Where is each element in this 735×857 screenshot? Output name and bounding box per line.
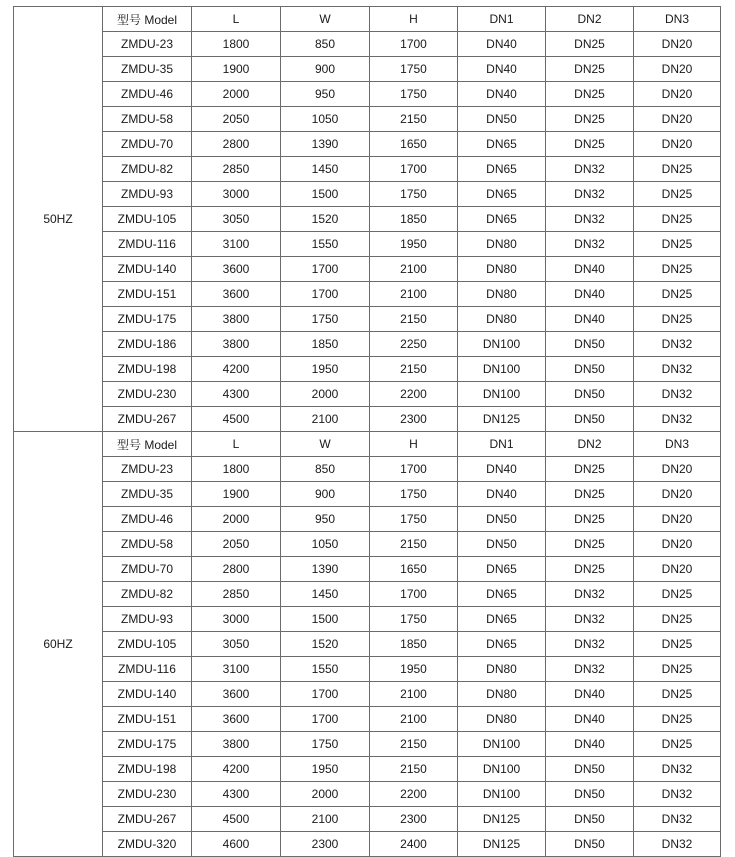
model-cell: ZMDU-116: [103, 232, 192, 257]
value-cell: 1700: [281, 682, 370, 707]
value-cell: 2000: [192, 82, 281, 107]
value-cell: DN25: [634, 207, 721, 232]
value-cell: 1700: [370, 582, 458, 607]
value-cell: 3000: [192, 182, 281, 207]
table-row: [14, 682, 721, 707]
value-cell: DN50: [546, 382, 634, 407]
value-cell: 3100: [192, 657, 281, 682]
value-cell: 4300: [192, 382, 281, 407]
value-cell: 900: [281, 57, 370, 82]
value-cell: DN100: [458, 382, 546, 407]
value-cell: DN25: [634, 157, 721, 182]
column-header: DN2: [546, 7, 634, 32]
model-cell: ZMDU-46: [103, 507, 192, 532]
value-cell: 1700: [370, 32, 458, 57]
value-cell: DN25: [634, 257, 721, 282]
value-cell: 4500: [192, 407, 281, 432]
value-cell: 1750: [370, 607, 458, 632]
value-cell: 1750: [370, 82, 458, 107]
value-cell: 1950: [370, 232, 458, 257]
value-cell: DN40: [546, 257, 634, 282]
table-row: [14, 382, 721, 407]
column-header: L: [192, 432, 281, 457]
value-cell: 3600: [192, 707, 281, 732]
value-cell: 2200: [370, 782, 458, 807]
value-cell: 1650: [370, 557, 458, 582]
model-cell: ZMDU-58: [103, 107, 192, 132]
value-cell: DN65: [458, 632, 546, 657]
value-cell: 2050: [192, 532, 281, 557]
value-cell: DN65: [458, 582, 546, 607]
table-row: [14, 182, 721, 207]
table-row: [14, 582, 721, 607]
value-cell: DN50: [546, 782, 634, 807]
value-cell: DN20: [634, 532, 721, 557]
value-cell: 2200: [370, 382, 458, 407]
value-cell: 2150: [370, 532, 458, 557]
value-cell: 2800: [192, 557, 281, 582]
table-row: [14, 632, 721, 657]
model-cell: ZMDU-46: [103, 82, 192, 107]
value-cell: 2050: [192, 107, 281, 132]
value-cell: 1050: [281, 107, 370, 132]
value-cell: 1750: [370, 507, 458, 532]
value-cell: 2300: [281, 832, 370, 857]
value-cell: 4300: [192, 782, 281, 807]
frequency-cell: 50HZ: [14, 7, 103, 432]
value-cell: 2000: [281, 782, 370, 807]
spec-table: [13, 6, 721, 857]
value-cell: DN40: [458, 32, 546, 57]
value-cell: DN80: [458, 707, 546, 732]
value-cell: 1390: [281, 132, 370, 157]
value-cell: DN65: [458, 157, 546, 182]
table-row: [14, 482, 721, 507]
column-header: W: [281, 432, 370, 457]
value-cell: DN32: [634, 407, 721, 432]
value-cell: DN25: [634, 582, 721, 607]
header-row: [14, 7, 721, 32]
value-cell: DN100: [458, 357, 546, 382]
value-cell: DN50: [546, 757, 634, 782]
frequency-cell: 60HZ: [14, 432, 103, 857]
table-row: [14, 232, 721, 257]
column-header: W: [281, 7, 370, 32]
value-cell: 1520: [281, 632, 370, 657]
value-cell: DN25: [634, 282, 721, 307]
spec-table-body: [14, 7, 721, 857]
column-header: 型号 Model: [103, 432, 192, 457]
value-cell: DN40: [458, 82, 546, 107]
value-cell: 1390: [281, 557, 370, 582]
value-cell: DN20: [634, 132, 721, 157]
value-cell: 1500: [281, 182, 370, 207]
value-cell: 1700: [281, 257, 370, 282]
value-cell: DN40: [546, 707, 634, 732]
model-cell: ZMDU-70: [103, 557, 192, 582]
value-cell: 1450: [281, 582, 370, 607]
value-cell: 1550: [281, 657, 370, 682]
table-row: [14, 132, 721, 157]
table-row: [14, 782, 721, 807]
value-cell: 3600: [192, 282, 281, 307]
value-cell: 1800: [192, 457, 281, 482]
table-row: [14, 357, 721, 382]
model-cell: ZMDU-23: [103, 32, 192, 57]
table-row: [14, 607, 721, 632]
model-cell: ZMDU-82: [103, 582, 192, 607]
value-cell: DN80: [458, 282, 546, 307]
value-cell: DN40: [458, 482, 546, 507]
value-cell: DN20: [634, 482, 721, 507]
value-cell: 3050: [192, 632, 281, 657]
table-row: [14, 507, 721, 532]
value-cell: 3100: [192, 232, 281, 257]
column-header: DN1: [458, 432, 546, 457]
value-cell: DN65: [458, 132, 546, 157]
value-cell: DN25: [634, 657, 721, 682]
model-cell: ZMDU-175: [103, 307, 192, 332]
value-cell: DN32: [546, 182, 634, 207]
value-cell: DN25: [546, 482, 634, 507]
value-cell: DN32: [634, 782, 721, 807]
value-cell: DN25: [634, 232, 721, 257]
value-cell: 1700: [281, 707, 370, 732]
value-cell: 4600: [192, 832, 281, 857]
value-cell: DN32: [546, 607, 634, 632]
value-cell: DN20: [634, 507, 721, 532]
model-cell: ZMDU-186: [103, 332, 192, 357]
value-cell: DN25: [546, 457, 634, 482]
value-cell: DN25: [546, 557, 634, 582]
value-cell: DN32: [546, 157, 634, 182]
model-cell: ZMDU-267: [103, 807, 192, 832]
model-cell: ZMDU-82: [103, 157, 192, 182]
value-cell: DN100: [458, 732, 546, 757]
value-cell: 1500: [281, 607, 370, 632]
value-cell: 2150: [370, 757, 458, 782]
model-cell: ZMDU-230: [103, 782, 192, 807]
value-cell: DN25: [634, 707, 721, 732]
value-cell: 2150: [370, 307, 458, 332]
value-cell: DN32: [634, 832, 721, 857]
column-header: DN2: [546, 432, 634, 457]
value-cell: DN25: [634, 307, 721, 332]
model-cell: ZMDU-105: [103, 207, 192, 232]
value-cell: DN80: [458, 657, 546, 682]
value-cell: DN20: [634, 457, 721, 482]
value-cell: DN100: [458, 757, 546, 782]
value-cell: 900: [281, 482, 370, 507]
model-cell: ZMDU-151: [103, 707, 192, 732]
table-row: [14, 557, 721, 582]
table-row: [14, 32, 721, 57]
value-cell: 1650: [370, 132, 458, 157]
value-cell: DN40: [458, 57, 546, 82]
table-row: [14, 257, 721, 282]
value-cell: DN20: [634, 82, 721, 107]
value-cell: 2800: [192, 132, 281, 157]
value-cell: DN80: [458, 682, 546, 707]
model-cell: ZMDU-140: [103, 257, 192, 282]
value-cell: DN100: [458, 332, 546, 357]
value-cell: 2300: [370, 407, 458, 432]
column-header: DN1: [458, 7, 546, 32]
value-cell: DN50: [458, 532, 546, 557]
model-cell: ZMDU-116: [103, 657, 192, 682]
value-cell: 2100: [370, 707, 458, 732]
table-row: [14, 57, 721, 82]
value-cell: 850: [281, 32, 370, 57]
value-cell: 3800: [192, 332, 281, 357]
value-cell: 3000: [192, 607, 281, 632]
value-cell: 1520: [281, 207, 370, 232]
table-row: [14, 282, 721, 307]
model-cell: ZMDU-198: [103, 357, 192, 382]
value-cell: 2150: [370, 107, 458, 132]
value-cell: 4200: [192, 357, 281, 382]
value-cell: 2400: [370, 832, 458, 857]
value-cell: DN25: [546, 32, 634, 57]
column-header: H: [370, 7, 458, 32]
model-cell: ZMDU-151: [103, 282, 192, 307]
value-cell: 2100: [281, 807, 370, 832]
value-cell: DN25: [546, 507, 634, 532]
value-cell: DN32: [634, 757, 721, 782]
value-cell: DN32: [634, 382, 721, 407]
value-cell: 1800: [192, 32, 281, 57]
value-cell: 2100: [370, 257, 458, 282]
table-row: [14, 332, 721, 357]
value-cell: 2100: [370, 682, 458, 707]
table-row: [14, 732, 721, 757]
table-row: [14, 707, 721, 732]
table-row: [14, 407, 721, 432]
value-cell: 1850: [281, 332, 370, 357]
value-cell: 1700: [370, 457, 458, 482]
value-cell: 1750: [370, 182, 458, 207]
value-cell: DN32: [634, 807, 721, 832]
value-cell: DN65: [458, 182, 546, 207]
model-cell: ZMDU-140: [103, 682, 192, 707]
value-cell: DN20: [634, 557, 721, 582]
value-cell: DN32: [546, 632, 634, 657]
value-cell: 1950: [370, 657, 458, 682]
model-cell: ZMDU-93: [103, 607, 192, 632]
value-cell: DN25: [634, 182, 721, 207]
value-cell: 1900: [192, 57, 281, 82]
table-row: [14, 82, 721, 107]
value-cell: 2150: [370, 357, 458, 382]
value-cell: DN50: [546, 407, 634, 432]
value-cell: 1550: [281, 232, 370, 257]
value-cell: DN40: [546, 282, 634, 307]
value-cell: DN125: [458, 832, 546, 857]
table-row: [14, 207, 721, 232]
value-cell: DN32: [546, 582, 634, 607]
value-cell: 3600: [192, 682, 281, 707]
value-cell: 1450: [281, 157, 370, 182]
column-header: DN3: [634, 432, 721, 457]
value-cell: 4200: [192, 757, 281, 782]
value-cell: DN40: [546, 732, 634, 757]
value-cell: 2850: [192, 157, 281, 182]
column-header: 型号 Model: [103, 7, 192, 32]
model-cell: ZMDU-35: [103, 482, 192, 507]
value-cell: DN100: [458, 782, 546, 807]
value-cell: DN80: [458, 257, 546, 282]
model-cell: ZMDU-35: [103, 57, 192, 82]
value-cell: 3050: [192, 207, 281, 232]
value-cell: 2150: [370, 732, 458, 757]
value-cell: 2000: [192, 507, 281, 532]
model-cell: ZMDU-230: [103, 382, 192, 407]
value-cell: 1750: [370, 482, 458, 507]
model-cell: ZMDU-267: [103, 407, 192, 432]
value-cell: DN50: [458, 507, 546, 532]
value-cell: 1750: [370, 57, 458, 82]
value-cell: DN65: [458, 607, 546, 632]
value-cell: DN25: [634, 632, 721, 657]
value-cell: 850: [281, 457, 370, 482]
value-cell: 2850: [192, 582, 281, 607]
value-cell: DN25: [546, 57, 634, 82]
value-cell: 1900: [192, 482, 281, 507]
value-cell: DN25: [546, 82, 634, 107]
model-cell: ZMDU-23: [103, 457, 192, 482]
model-cell: ZMDU-93: [103, 182, 192, 207]
value-cell: DN20: [634, 57, 721, 82]
model-cell: ZMDU-198: [103, 757, 192, 782]
value-cell: DN50: [546, 832, 634, 857]
value-cell: DN25: [634, 732, 721, 757]
value-cell: DN50: [546, 357, 634, 382]
value-cell: DN65: [458, 207, 546, 232]
table-row: [14, 307, 721, 332]
value-cell: DN50: [546, 332, 634, 357]
table-row: [14, 457, 721, 482]
value-cell: DN65: [458, 557, 546, 582]
table-row: [14, 532, 721, 557]
value-cell: DN25: [546, 532, 634, 557]
model-cell: ZMDU-105: [103, 632, 192, 657]
model-cell: ZMDU-175: [103, 732, 192, 757]
value-cell: DN32: [634, 332, 721, 357]
value-cell: DN32: [546, 207, 634, 232]
value-cell: 2100: [370, 282, 458, 307]
model-cell: ZMDU-58: [103, 532, 192, 557]
header-row: [14, 432, 721, 457]
table-row: [14, 157, 721, 182]
value-cell: DN25: [634, 682, 721, 707]
value-cell: DN50: [546, 807, 634, 832]
value-cell: 2000: [281, 382, 370, 407]
value-cell: 950: [281, 507, 370, 532]
model-cell: ZMDU-70: [103, 132, 192, 157]
value-cell: 2300: [370, 807, 458, 832]
value-cell: 1750: [281, 732, 370, 757]
column-header: DN3: [634, 7, 721, 32]
value-cell: 2250: [370, 332, 458, 357]
value-cell: 2100: [281, 407, 370, 432]
value-cell: 3800: [192, 732, 281, 757]
value-cell: 4500: [192, 807, 281, 832]
value-cell: DN50: [458, 107, 546, 132]
table-row: [14, 107, 721, 132]
value-cell: 3600: [192, 257, 281, 282]
value-cell: DN25: [546, 132, 634, 157]
table-row: [14, 832, 721, 857]
value-cell: 1750: [281, 307, 370, 332]
table-row: [14, 657, 721, 682]
value-cell: 1700: [281, 282, 370, 307]
value-cell: 1050: [281, 532, 370, 557]
value-cell: 950: [281, 82, 370, 107]
column-header: L: [192, 7, 281, 32]
value-cell: DN32: [546, 232, 634, 257]
value-cell: 1950: [281, 357, 370, 382]
value-cell: DN80: [458, 307, 546, 332]
value-cell: DN125: [458, 407, 546, 432]
value-cell: DN32: [634, 357, 721, 382]
value-cell: DN25: [546, 107, 634, 132]
value-cell: DN80: [458, 232, 546, 257]
table-row: [14, 757, 721, 782]
value-cell: DN25: [634, 607, 721, 632]
value-cell: DN40: [546, 307, 634, 332]
model-cell: ZMDU-320: [103, 832, 192, 857]
value-cell: DN32: [546, 657, 634, 682]
value-cell: DN125: [458, 807, 546, 832]
value-cell: 1700: [370, 157, 458, 182]
value-cell: 1850: [370, 207, 458, 232]
value-cell: DN40: [458, 457, 546, 482]
value-cell: 1850: [370, 632, 458, 657]
column-header: H: [370, 432, 458, 457]
table-row: [14, 807, 721, 832]
value-cell: DN40: [546, 682, 634, 707]
value-cell: 3800: [192, 307, 281, 332]
value-cell: DN20: [634, 32, 721, 57]
value-cell: DN20: [634, 107, 721, 132]
value-cell: 1950: [281, 757, 370, 782]
